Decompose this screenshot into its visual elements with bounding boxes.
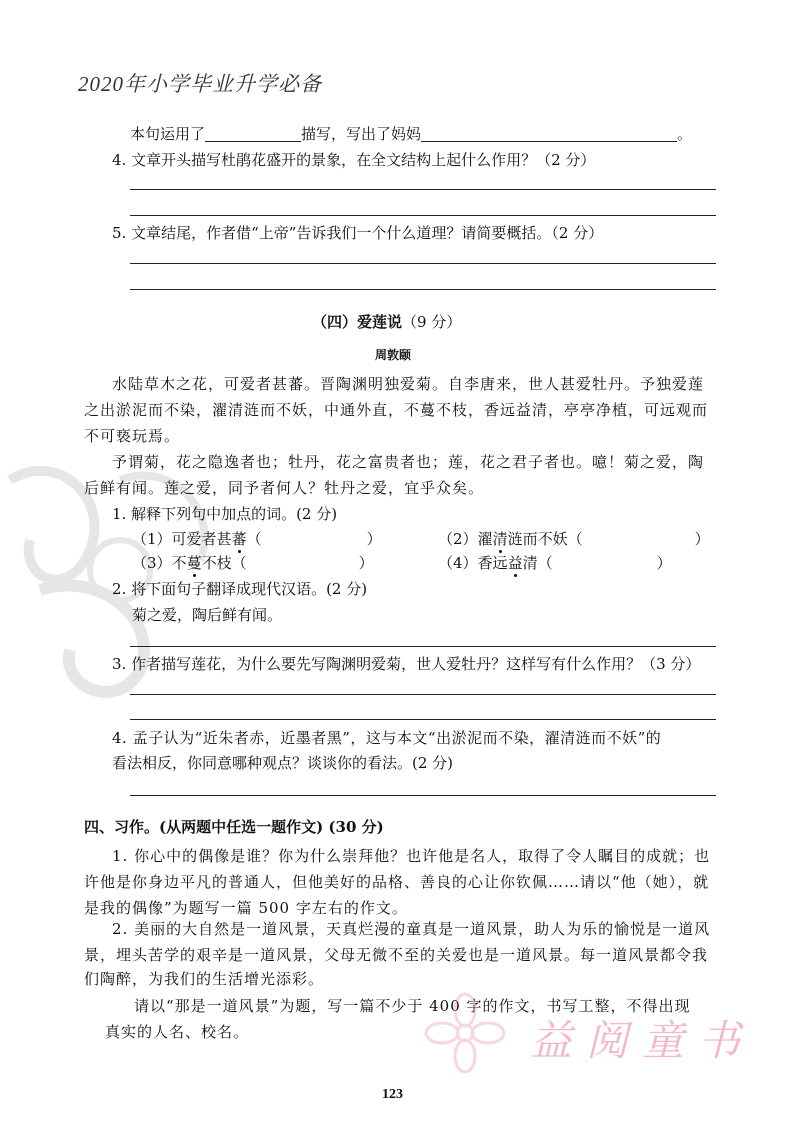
- answer-line[interactable]: [130, 263, 716, 264]
- answer-line[interactable]: [130, 215, 716, 216]
- answer-line[interactable]: [130, 719, 716, 720]
- essay-prompt-line: 1. 你心中的偶像是谁？你为什么崇拜他？也许他是名人，取得了令人瞩目的成就；也: [112, 847, 711, 865]
- question-4-line: 4. 孟子认为“近朱者赤，近墨者黑”，这与本文“出淤泥而不染，濯清涟而不妖”的: [112, 729, 662, 747]
- answer-line[interactable]: [130, 694, 716, 695]
- answer-line[interactable]: [130, 289, 716, 290]
- translate-sentence: 菊之爱，陶后鲜有闻。: [132, 606, 283, 624]
- essay-prompt-line: 景，埋头苦学的艰辛是一道风景，父母无微不至的关爱也是一道风景。每一道风景都令我: [84, 946, 709, 964]
- essay-prompt-line: 许他是你身边平凡的普通人，但他美好的品格、善良的心让你钦佩……请以“他（她），就: [84, 873, 710, 891]
- answer-line[interactable]: [130, 646, 716, 647]
- passage-line: 予谓菊，花之隐逸者也；牡丹，花之富贵者也；莲，花之君子者也。噫！菊之爱，陶: [112, 453, 705, 471]
- question-4-line: 看法相反，你同意哪种观点？谈谈你的看法。(2 分): [112, 754, 454, 772]
- passage-line: 不可亵玩焉。: [84, 427, 181, 445]
- vocab-item: （1）可爱者甚蕃（ ）: [132, 530, 382, 548]
- essay-instruction-line: 请以“那是一道风景”为题，写一篇不少于 400 字的作文，书写工整，不得出现: [134, 997, 691, 1015]
- vocab-item: （4）香远益清（ ）: [438, 554, 672, 572]
- fill-in-sentence: 本句运用了 描写，写出了妈妈 。: [130, 125, 693, 143]
- question-1: 1. 解释下列句中加点的词。(2 分): [112, 505, 338, 523]
- page-number: 123: [382, 1087, 403, 1102]
- passage-line: 后鲜有闻。莲之爱，同予者何人？牡丹之爱，宜乎众矣。: [84, 479, 485, 497]
- section-title: （四）爱莲说（9 分）: [312, 313, 462, 331]
- essay-prompt-line: 是我的偶像”为题写一篇 500 字左右的作文。: [84, 899, 408, 917]
- essay-heading: 四、习作。(从两题中任选一题作文) (30 分): [84, 818, 384, 836]
- book-series-header: 2020年小学毕业升学必备: [78, 72, 322, 96]
- question-3: 3. 作者描写莲花，为什么要先写陶渊明爱菊，世人爱牡丹？这样写有什么作用？（3 分）: [112, 655, 701, 673]
- answer-line[interactable]: [130, 795, 716, 796]
- answer-line[interactable]: [130, 189, 716, 190]
- vocab-item: （3）不蔓不枝（ ）: [132, 554, 374, 572]
- vocab-item: （2）濯清涟而不妖（ ）: [438, 530, 710, 548]
- passage-line: 之出淤泥而不染，濯清涟而不妖，中通外直，不蔓不枝，香远益清，亭亭净植，可远观而: [84, 401, 709, 419]
- answer-blank[interactable]: [421, 125, 677, 142]
- passage-line: 水陆草木之花，可爱者甚蕃。晋陶渊明独爱菊。自李唐来，世人甚爱牡丹。予独爱莲: [112, 375, 705, 393]
- question-4: 4. 文章开头描写杜鹃花盛开的景象，在全文结构上起什么作用？（2 分）: [112, 151, 596, 169]
- publisher-watermark: 益阅童书: [530, 1016, 755, 1065]
- essay-instruction-line: 真实的人名、校名。: [105, 1023, 250, 1041]
- question-2: 2. 将下面句子翻译成现代汉语。(2 分): [112, 580, 368, 598]
- answer-blank[interactable]: [205, 125, 301, 142]
- question-5: 5. 文章结尾，作者借“上帝”告诉我们一个什么道理？请简要概括。（2 分）: [112, 224, 604, 242]
- flower-logo-icon: [420, 988, 510, 1078]
- essay-prompt-line: 们陶醉，为我们的生活增光添彩。: [84, 970, 325, 988]
- essay-prompt-line: 2. 美丽的大自然是一道风景，天真烂漫的童真是一道风景，助人为乐的愉悦是一道风: [112, 920, 711, 938]
- author: 周敦颐: [375, 348, 412, 362]
